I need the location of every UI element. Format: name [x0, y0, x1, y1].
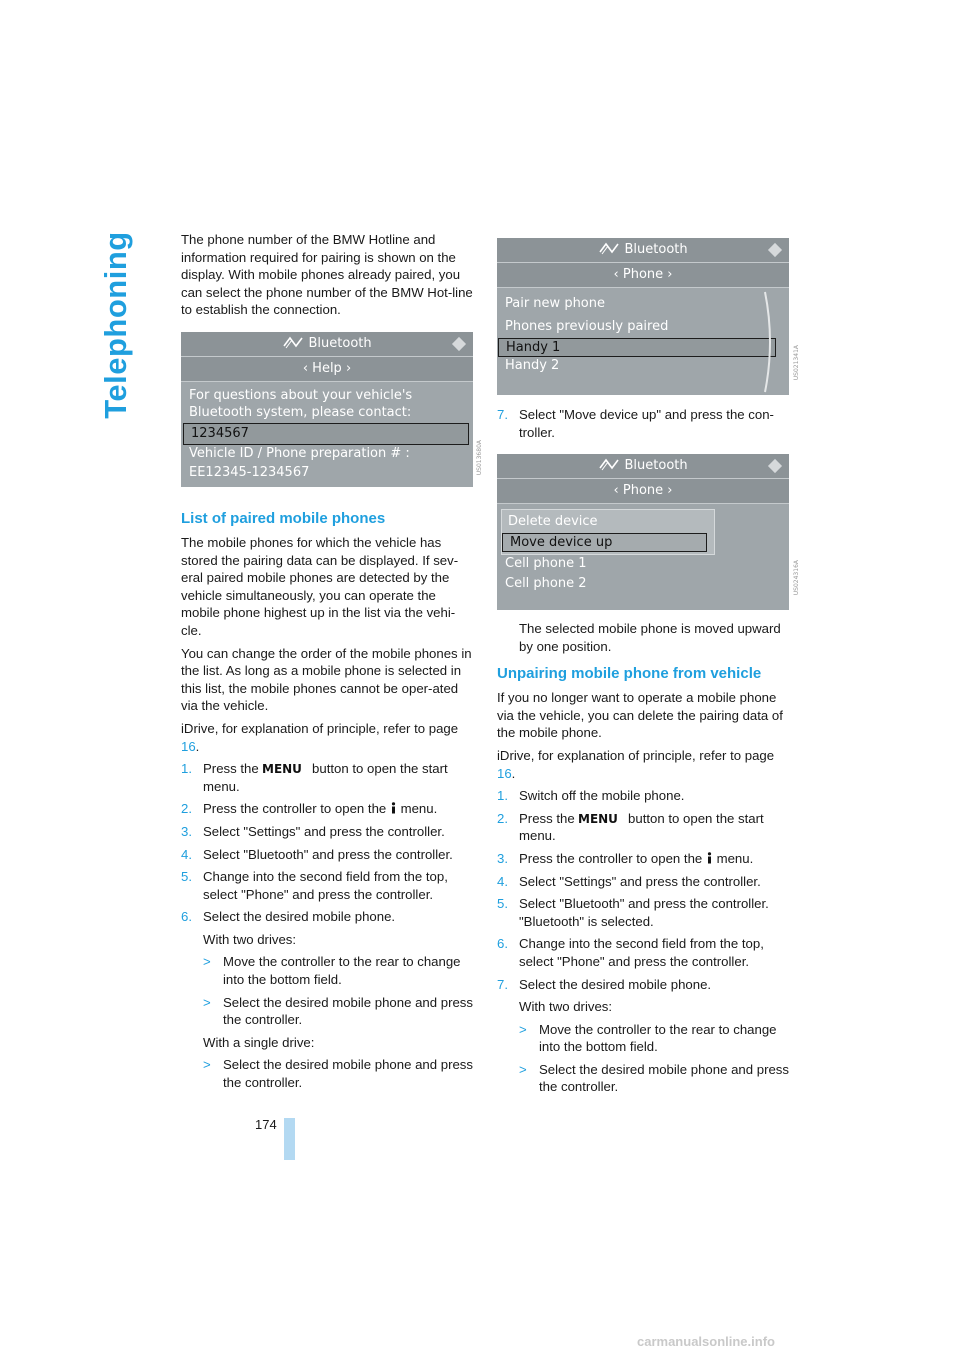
two-drives-label: With two drives:: [203, 931, 297, 947]
screen-bluetooth-phone-list: [497, 238, 789, 395]
screen-title-bar: Bluetooth: [497, 238, 789, 263]
right-step-7: [497, 406, 789, 446]
step-1: 1. Switch off the mobile phone.: [497, 788, 685, 804]
page-bar: [284, 1118, 295, 1160]
image-code: US013680A: [476, 440, 483, 476]
step-7: 7. Select the desired mobile phone.: [497, 976, 712, 992]
single-drive-label: With a single drive:: [203, 1034, 315, 1050]
help-line-2: Bluetooth system, please contact:: [189, 405, 412, 420]
footer-watermark[interactable]: carmanualsonline.info: [637, 1334, 775, 1349]
single-drive-item: > Select the desired mobile phone and press the controller.: [203, 1057, 473, 1091]
screen-title-bar: Bluetooth: [181, 332, 473, 357]
step-6: 6. Change into the second field from the top, select "Phone" and press the controller.: [497, 936, 764, 969]
paragraph-1: If you no longer want to operate a mobile phone via the vehicle, you can delete the pairing data of the mobile phone.: [497, 690, 783, 741]
two-drives-item: > Move the controller to the rear to change into the bottom field.: [519, 1021, 777, 1055]
paragraph-3: iDrive, for explanation of principle, refer to page 16.: [181, 720, 459, 754]
screen-subtitle-bar: ‹ Help ›: [181, 357, 473, 382]
step-5: 5. Select "Bluetooth" and press the controller. "Bluetooth" is selected.: [497, 896, 769, 929]
two-drives-item: > Select the desired mobile phone and press the controller.: [519, 1061, 789, 1095]
info-icon: [706, 852, 713, 864]
step-4: 4. Select "Settings" and press the controller.: [497, 873, 761, 889]
paragraph-2: You can change the order of the mobile phones in the list. As long as a mobile phone is selected in this list, the mobile phones cannot be oper-ated via the vehicle.: [181, 645, 472, 714]
left-column: [181, 231, 473, 324]
intro-paragraph: The phone number of the BMW Hotline and information required for pairing is shown on the display. With mobile phones already paired, you can select the phone number of the BMW Hot-line to establish the connection.: [181, 232, 473, 318]
info-icon: [390, 802, 397, 814]
page-link[interactable]: 16: [181, 738, 196, 754]
selected-hotline-number[interactable]: 1234567: [183, 423, 469, 445]
context-popup: [501, 509, 715, 555]
screen-subtitle-bar: ‹ Phone ›: [497, 479, 789, 504]
step-1: 1. Press the button to open the start menu.: [181, 761, 448, 794]
menu-item[interactable]: Handy 2: [505, 358, 560, 373]
two-drives-item: > Select the desired mobile phone and press the controller.: [203, 994, 473, 1028]
left-column-main: [181, 500, 473, 1097]
menu-button-icon: [262, 762, 308, 774]
image-code: US021341A: [793, 345, 800, 381]
step-3: 3. Press the controller to open the menu.: [497, 850, 754, 866]
bluetooth-icon: [598, 457, 620, 471]
page-number: 174: [255, 1117, 277, 1132]
menu-item[interactable]: Phones previously paired: [505, 319, 669, 334]
step-6: 6. Select the desired mobile phone.: [181, 909, 396, 925]
paragraph-1: The mobile phones for which the vehicle has stored the pairing data can be displayed. If sev-eral paired mobile phones are detected by the vehicle simultaneously, you can operate the mobile phone highest up in the list via the vehi-cle.: [181, 535, 459, 638]
section-title: Telephoning: [98, 231, 133, 419]
step-7: 7. Select "Move device up" and press the con-troller.: [497, 407, 774, 440]
paragraph-2: iDrive, for explanation of principle, refer to page 16.: [497, 747, 775, 781]
step-5: 5. Change into the second field from the top, select "Phone" and press the controller.: [181, 869, 448, 902]
heading-unpairing: Unpairing mobile phone from vehicle: [497, 665, 762, 683]
screen-bluetooth-help: [181, 332, 473, 487]
help-line-1: For questions about your vehicle's: [189, 388, 413, 403]
screen-bluetooth-move-device: [497, 454, 789, 610]
menu-item[interactable]: Pair new phone: [505, 296, 605, 311]
popup-item-delete[interactable]: Delete device: [508, 514, 598, 529]
selected-phone[interactable]: Handy 1: [498, 338, 776, 357]
bluetooth-icon: [282, 335, 304, 349]
screen-title-bar: Bluetooth: [497, 454, 789, 479]
scroll-arc: [763, 290, 777, 394]
help-line-3: Vehicle ID / Phone preparation # :: [189, 446, 410, 461]
bluetooth-icon: [598, 241, 620, 255]
image-code: US024316A: [793, 560, 800, 596]
help-line-4: EE12345-1234567: [189, 465, 310, 480]
two-drives-label: With two drives:: [519, 999, 613, 1015]
popup-item-move-up[interactable]: Move device up: [502, 533, 707, 552]
step-3: 3. Select "Settings" and press the controller.: [181, 823, 445, 839]
result-text: The selected mobile phone is moved upward by one position.: [519, 621, 781, 654]
screen-subtitle-bar: ‹ Phone ›: [497, 263, 789, 288]
heading-paired-phones: List of paired mobile phones: [181, 510, 386, 527]
right-column-main: [497, 620, 789, 1101]
menu-item[interactable]: Cell phone 1: [505, 556, 587, 571]
step-2: 2. Press the controller to open the menu.: [181, 801, 438, 817]
step-2: 2. Press the button to open the start menu.: [497, 810, 764, 844]
two-drives-item: > Move the controller to the rear to change into the bottom field.: [203, 954, 461, 988]
menu-button-icon: [578, 812, 624, 824]
menu-item[interactable]: Cell phone 2: [505, 576, 587, 591]
step-4: 4. Select "Bluetooth" and press the controller.: [181, 846, 453, 862]
page-link[interactable]: 16: [497, 765, 512, 781]
